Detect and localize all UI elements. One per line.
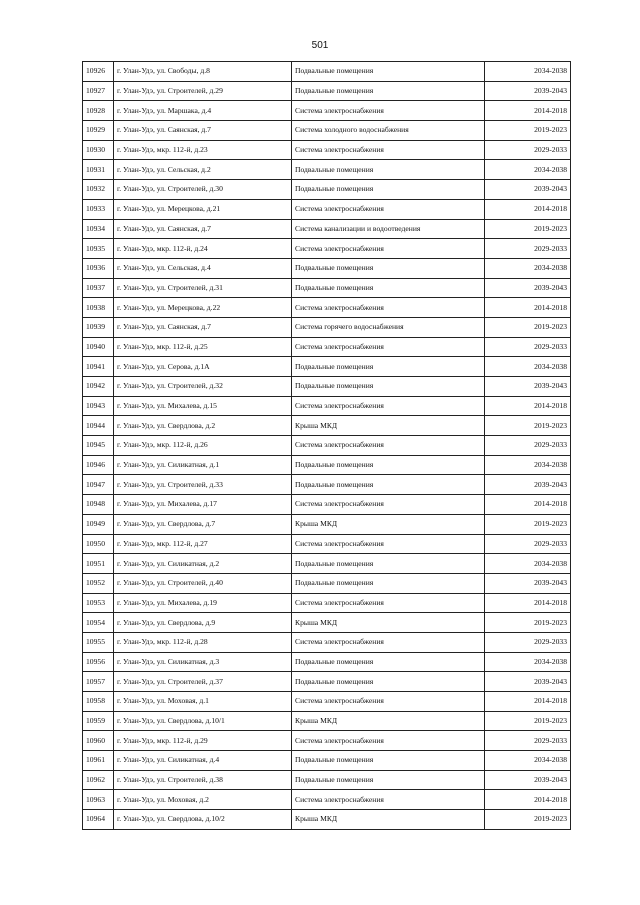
row-number: 10961: [83, 751, 114, 771]
row-system: Крыша МКД: [292, 613, 485, 633]
row-system: Система электроснабжения: [292, 140, 485, 160]
table-row: [83, 357, 571, 377]
row-system: Система электроснабжения: [292, 239, 485, 259]
table-row: [83, 455, 571, 475]
row-period: 2034-2038: [485, 258, 571, 278]
table-row: [83, 298, 571, 318]
row-system: Подвальные помещения: [292, 672, 485, 692]
row-number: 10951: [83, 554, 114, 574]
table-row: [83, 160, 571, 180]
row-period: 2034-2038: [485, 554, 571, 574]
table-row: [83, 436, 571, 456]
row-address: г. Улан-Удэ, ул. Михалева, д.19: [114, 593, 292, 613]
row-system: Подвальные помещения: [292, 62, 485, 82]
row-system: Подвальные помещения: [292, 278, 485, 298]
row-system: Система электроснабжения: [292, 495, 485, 515]
row-address: г. Улан-Удэ, ул. Строителей, д.33: [114, 475, 292, 495]
row-period: 2014-2018: [485, 495, 571, 515]
row-system: Система электроснабжения: [292, 632, 485, 652]
row-period: 2039-2043: [485, 770, 571, 790]
row-address: г. Улан-Удэ, ул. Строителей, д.32: [114, 377, 292, 397]
row-number: 10957: [83, 672, 114, 692]
row-number: 10928: [83, 101, 114, 121]
table-row: [83, 593, 571, 613]
row-address: г. Улан-Удэ, ул. Строителей, д.31: [114, 278, 292, 298]
row-number: 10940: [83, 337, 114, 357]
row-number: 10938: [83, 298, 114, 318]
row-address: г. Улан-Удэ, ул. Серова, д.1А: [114, 357, 292, 377]
row-period: 2039-2043: [485, 180, 571, 200]
table-body: [83, 62, 571, 830]
row-number: 10936: [83, 258, 114, 278]
row-period: 2019-2023: [485, 514, 571, 534]
row-period: 2029-2033: [485, 632, 571, 652]
row-period: 2029-2033: [485, 337, 571, 357]
row-system: Подвальные помещения: [292, 475, 485, 495]
table-row: [83, 534, 571, 554]
row-system: Подвальные помещения: [292, 357, 485, 377]
row-number: 10955: [83, 632, 114, 652]
row-period: 2039-2043: [485, 278, 571, 298]
row-address: г. Улан-Удэ, ул. Саянская, д.7: [114, 219, 292, 239]
row-address: г. Улан-Удэ, ул. Саянская, д.7: [114, 317, 292, 337]
table-row: [83, 672, 571, 692]
row-address: г. Улан-Удэ, ул. Свердлова, д.2: [114, 416, 292, 436]
table-row: [83, 731, 571, 751]
row-system: Подвальные помещения: [292, 652, 485, 672]
row-address: г. Улан-Удэ, мкр. 112-й, д.29: [114, 731, 292, 751]
row-period: 2029-2033: [485, 731, 571, 751]
table-row: [83, 573, 571, 593]
table-row: [83, 475, 571, 495]
row-number: 10954: [83, 613, 114, 633]
table-row: [83, 770, 571, 790]
row-system: Подвальные помещения: [292, 258, 485, 278]
row-period: 2014-2018: [485, 692, 571, 712]
row-period: 2039-2043: [485, 672, 571, 692]
row-period: 2014-2018: [485, 298, 571, 318]
row-period: 2014-2018: [485, 593, 571, 613]
row-address: г. Улан-Удэ, ул. Строителей, д.29: [114, 81, 292, 101]
row-number: 10962: [83, 770, 114, 790]
row-system: Система горячего водоснабжения: [292, 317, 485, 337]
row-address: г. Улан-Удэ, ул. Свердлова, д.10/1: [114, 711, 292, 731]
table-row: [83, 495, 571, 515]
table-row: [83, 711, 571, 731]
table-row: [83, 337, 571, 357]
row-system: Система электроснабжения: [292, 396, 485, 416]
row-period: 2014-2018: [485, 199, 571, 219]
row-system: Система электроснабжения: [292, 337, 485, 357]
table-row: [83, 317, 571, 337]
row-number: 10952: [83, 573, 114, 593]
row-period: 2029-2033: [485, 140, 571, 160]
table-row: [83, 514, 571, 534]
row-period: 2019-2023: [485, 121, 571, 141]
row-number: 10950: [83, 534, 114, 554]
row-system: Система электроснабжения: [292, 199, 485, 219]
row-address: г. Улан-Удэ, мкр. 112-й, д.23: [114, 140, 292, 160]
row-system: Подвальные помещения: [292, 554, 485, 574]
row-number: 10947: [83, 475, 114, 495]
repair-schedule-table: [82, 61, 571, 830]
row-address: г. Улан-Удэ, ул. Свердлова, д.7: [114, 514, 292, 534]
row-address: г. Улан-Удэ, ул. Силикатная, д.3: [114, 652, 292, 672]
row-address: г. Улан-Удэ, мкр. 112-й, д.27: [114, 534, 292, 554]
row-system: Подвальные помещения: [292, 751, 485, 771]
row-address: г. Улан-Удэ, мкр. 112-й, д.25: [114, 337, 292, 357]
row-number: 10927: [83, 81, 114, 101]
row-system: Подвальные помещения: [292, 160, 485, 180]
row-number: 10942: [83, 377, 114, 397]
row-address: г. Улан-Удэ, ул. Силикатная, д.2: [114, 554, 292, 574]
row-system: Подвальные помещения: [292, 573, 485, 593]
row-number: 10931: [83, 160, 114, 180]
row-number: 10932: [83, 180, 114, 200]
row-period: 2019-2023: [485, 219, 571, 239]
row-number: 10964: [83, 810, 114, 830]
row-address: г. Улан-Удэ, ул. Силикатная, д.4: [114, 751, 292, 771]
table-row: [83, 377, 571, 397]
row-system: Подвальные помещения: [292, 455, 485, 475]
row-number: 10933: [83, 199, 114, 219]
row-number: 10929: [83, 121, 114, 141]
row-system: Система холодного водоснабжения: [292, 121, 485, 141]
row-address: г. Улан-Удэ, ул. Саянская, д.7: [114, 121, 292, 141]
row-system: Подвальные помещения: [292, 770, 485, 790]
table-row: [83, 416, 571, 436]
row-period: 2029-2033: [485, 436, 571, 456]
row-address: г. Улан-Удэ, ул. Строителей, д.40: [114, 573, 292, 593]
row-system: Система электроснабжения: [292, 790, 485, 810]
row-period: 2034-2038: [485, 62, 571, 82]
row-period: 2029-2033: [485, 534, 571, 554]
row-number: 10926: [83, 62, 114, 82]
table-row: [83, 101, 571, 121]
row-number: 10939: [83, 317, 114, 337]
row-address: г. Улан-Удэ, ул. Свободы, д.8: [114, 62, 292, 82]
row-system: Система электроснабжения: [292, 298, 485, 318]
row-number: 10956: [83, 652, 114, 672]
row-number: 10960: [83, 731, 114, 751]
row-number: 10935: [83, 239, 114, 259]
row-address: г. Улан-Удэ, ул. Сельская, д.4: [114, 258, 292, 278]
row-address: г. Улан-Удэ, ул. Михалева, д.15: [114, 396, 292, 416]
row-number: 10959: [83, 711, 114, 731]
row-period: 2014-2018: [485, 790, 571, 810]
row-address: г. Улан-Удэ, ул. Мерецкова, д.22: [114, 298, 292, 318]
table-row: [83, 554, 571, 574]
row-number: 10963: [83, 790, 114, 810]
row-system: Подвальные помещения: [292, 81, 485, 101]
row-system: Система электроснабжения: [292, 534, 485, 554]
row-period: 2019-2023: [485, 810, 571, 830]
table-row: [83, 140, 571, 160]
table-row: [83, 652, 571, 672]
table-row: [83, 219, 571, 239]
row-address: г. Улан-Удэ, ул. Свердлова, д.9: [114, 613, 292, 633]
table-row: [83, 239, 571, 259]
row-period: 2019-2023: [485, 416, 571, 436]
table-row: [83, 62, 571, 82]
row-period: 2039-2043: [485, 81, 571, 101]
row-period: 2034-2038: [485, 652, 571, 672]
row-address: г. Улан-Удэ, ул. Строителей, д.37: [114, 672, 292, 692]
row-address: г. Улан-Удэ, ул. Михалева, д.17: [114, 495, 292, 515]
row-number: 10941: [83, 357, 114, 377]
row-period: 2034-2038: [485, 751, 571, 771]
row-number: 10958: [83, 692, 114, 712]
row-address: г. Улан-Удэ, ул. Мерецкова, д.21: [114, 199, 292, 219]
table-row: [83, 121, 571, 141]
row-address: г. Улан-Удэ, мкр. 112-й, д.24: [114, 239, 292, 259]
row-address: г. Улан-Удэ, ул. Свердлова, д.10/2: [114, 810, 292, 830]
row-number: 10934: [83, 219, 114, 239]
row-system: Система электроснабжения: [292, 436, 485, 456]
table-row: [83, 632, 571, 652]
table-row: [83, 396, 571, 416]
table-row: [83, 278, 571, 298]
row-address: г. Улан-Удэ, ул. Силикатная, д.1: [114, 455, 292, 475]
row-number: 10944: [83, 416, 114, 436]
row-period: 2029-2033: [485, 239, 571, 259]
page-number: 501: [311, 40, 329, 51]
row-period: 2019-2023: [485, 613, 571, 633]
row-system: Система канализации и водоотведения: [292, 219, 485, 239]
row-system: Система электроснабжения: [292, 101, 485, 121]
row-period: 2039-2043: [485, 475, 571, 495]
row-system: Крыша МКД: [292, 514, 485, 534]
table-row: [83, 692, 571, 712]
row-period: 2019-2023: [485, 317, 571, 337]
row-number: 10948: [83, 495, 114, 515]
table-row: [83, 751, 571, 771]
table-row: [83, 199, 571, 219]
row-system: Система электроснабжения: [292, 692, 485, 712]
row-system: Подвальные помещения: [292, 180, 485, 200]
row-address: г. Улан-Удэ, мкр. 112-й, д.28: [114, 632, 292, 652]
table-row: [83, 613, 571, 633]
row-address: г. Улан-Удэ, ул. Маршака, д.4: [114, 101, 292, 121]
row-period: 2039-2043: [485, 377, 571, 397]
row-period: 2034-2038: [485, 160, 571, 180]
row-address: г. Улан-Удэ, ул. Строителей, д.38: [114, 770, 292, 790]
table-row: [83, 810, 571, 830]
row-number: 10953: [83, 593, 114, 613]
row-address: г. Улан-Удэ, мкр. 112-й, д.26: [114, 436, 292, 456]
row-number: 10943: [83, 396, 114, 416]
row-number: 10937: [83, 278, 114, 298]
row-system: Крыша МКД: [292, 416, 485, 436]
row-address: г. Улан-Удэ, ул. Сельская, д.2: [114, 160, 292, 180]
row-period: 2039-2043: [485, 573, 571, 593]
table-row: [83, 180, 571, 200]
table-row: [83, 258, 571, 278]
row-address: г. Улан-Удэ, ул. Строителей, д.30: [114, 180, 292, 200]
row-system: Система электроснабжения: [292, 731, 485, 751]
row-period: 2014-2018: [485, 396, 571, 416]
row-system: Система электроснабжения: [292, 593, 485, 613]
row-number: 10930: [83, 140, 114, 160]
row-period: 2014-2018: [485, 101, 571, 121]
row-number: 10946: [83, 455, 114, 475]
row-address: г. Улан-Удэ, ул. Моховая, д.1: [114, 692, 292, 712]
row-number: 10949: [83, 514, 114, 534]
row-system: Крыша МКД: [292, 711, 485, 731]
row-period: 2034-2038: [485, 455, 571, 475]
table-row: [83, 81, 571, 101]
row-number: 10945: [83, 436, 114, 456]
row-system: Крыша МКД: [292, 810, 485, 830]
row-period: 2019-2023: [485, 711, 571, 731]
row-period: 2034-2038: [485, 357, 571, 377]
table-row: [83, 790, 571, 810]
row-address: г. Улан-Удэ, ул. Моховая, д.2: [114, 790, 292, 810]
row-system: Подвальные помещения: [292, 377, 485, 397]
